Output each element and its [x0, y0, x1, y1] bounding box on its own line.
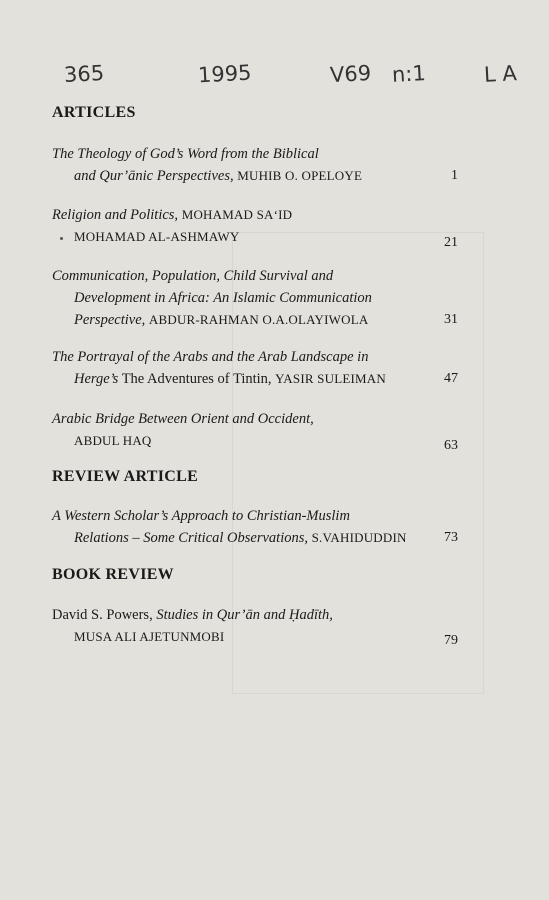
section-heading-articles: ARTICLES	[52, 104, 136, 121]
page-number: 31	[444, 312, 458, 327]
handwritten-note: n:1	[391, 61, 427, 87]
entry-title: Communication, Population, Child Survival and	[52, 268, 334, 284]
entry-title: Religion and Politics,	[52, 207, 179, 223]
entry-title: Herge’s	[74, 371, 119, 387]
page-number: 79	[444, 633, 458, 648]
toc-entry[interactable]	[52, 265, 462, 331]
stray-dot	[60, 237, 63, 240]
toc-entry[interactable]	[52, 346, 462, 390]
entry-author: MUSA ALI AJETUNMOBI	[74, 629, 225, 644]
page-number: 1	[451, 168, 458, 183]
entry-title: The Portrayal of the Arabs and the Arab Landscape in	[52, 349, 369, 365]
entry-title: Studies in Qur’ān and Ḥadīth,	[156, 607, 333, 623]
entry-author: MOHAMAD SA‘ID	[181, 207, 293, 222]
page-number: 63	[444, 438, 458, 453]
handwritten-note: V69	[329, 60, 372, 88]
page-number: 73	[444, 530, 458, 545]
page-number: 47	[444, 371, 458, 386]
entry-author: ABDUL HAQ	[74, 433, 152, 448]
entry-title: A Western Scholar’s Approach to Christian-Muslim	[52, 508, 350, 524]
entry-title: Perspective,	[74, 312, 146, 328]
section-heading-review-article: REVIEW ARTICLE	[52, 468, 199, 485]
entry-author: YASIR SULEIMAN	[275, 371, 386, 386]
entry-title-plain: David S. Powers,	[52, 607, 153, 623]
toc-entry[interactable]	[52, 143, 462, 187]
entry-author: ABDUR-RAHMAN O.A.OLAYIWOLA	[148, 312, 369, 327]
page-number: 21	[444, 235, 458, 250]
entry-title: Development in Africa: An Islamic Communication	[74, 290, 372, 306]
handwritten-note: 365	[63, 60, 105, 88]
entry-title: Relations – Some Critical Observations,	[74, 530, 308, 546]
entry-title: and Qur’ānic Perspectives,	[74, 168, 234, 184]
toc-entry[interactable]	[52, 505, 462, 549]
handwritten-note: 1995	[197, 60, 253, 88]
entry-title-plain: The Adventures of Tintin,	[121, 371, 272, 387]
toc-entry[interactable]	[52, 408, 462, 452]
entry-title: The Theology of God’s Word from the Biblical	[52, 146, 319, 162]
entry-author: S.VAHIDUDDIN	[311, 530, 407, 545]
section-heading-book-review: BOOK REVIEW	[52, 566, 174, 583]
entry-author: MOHAMAD AL-ASHMAWY	[74, 229, 240, 244]
toc-entry[interactable]	[52, 204, 462, 248]
entry-title: Arabic Bridge Between Orient and Occident,	[52, 411, 314, 427]
handwritten-note: L A	[483, 61, 518, 87]
entry-author: MUHIB O. OPELOYE	[237, 168, 363, 183]
toc-entry[interactable]	[52, 604, 462, 648]
